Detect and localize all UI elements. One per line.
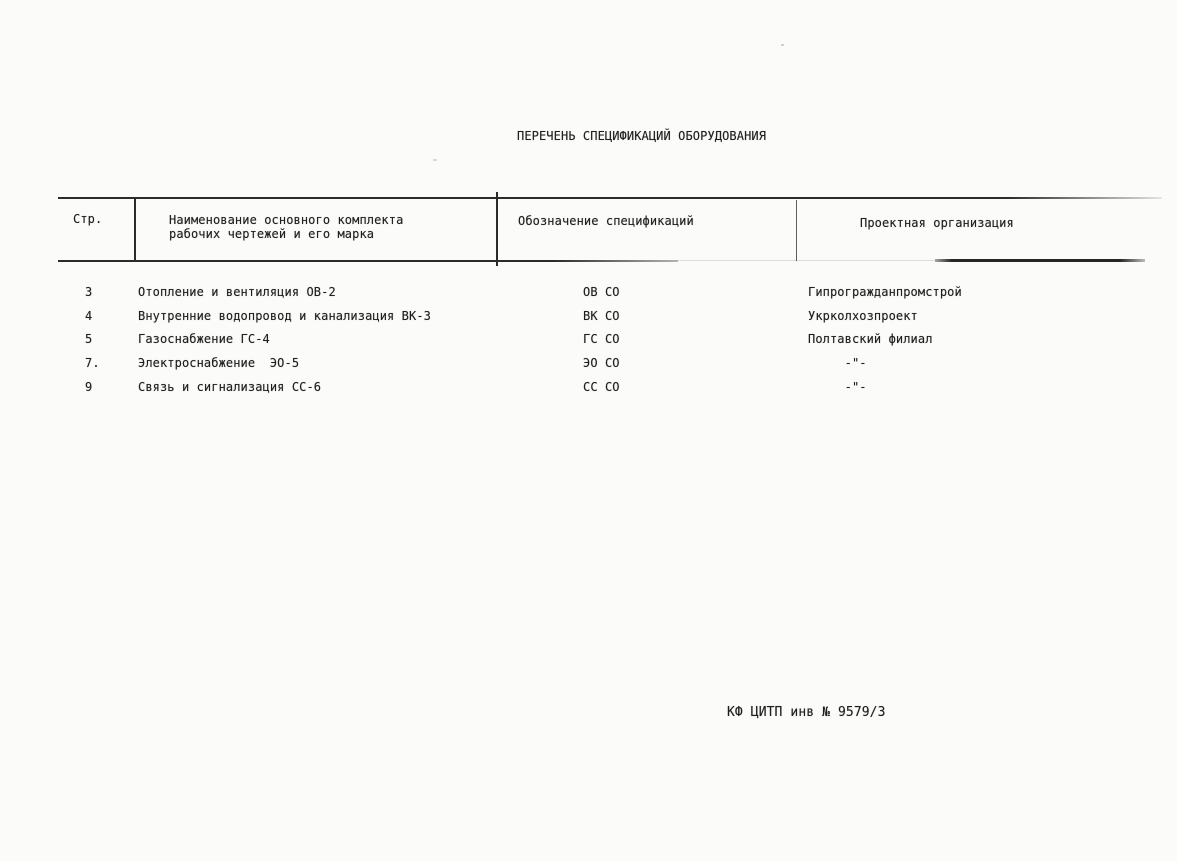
scan-speck xyxy=(781,44,784,46)
document-title: ПЕРЕЧЕНЬ СПЕЦИФИКАЦИЙ ОБОРУДОВАНИЯ xyxy=(517,129,767,143)
cell-drawing-name: Отопление и вентиляция ОВ-2 xyxy=(138,285,336,299)
column-divider-page xyxy=(134,198,136,261)
table-top-border xyxy=(58,197,1162,199)
column-divider-spec xyxy=(796,200,797,261)
column-divider-name xyxy=(496,192,498,266)
header-org-column: Проектная организация xyxy=(860,216,1014,230)
cell-spec-code: ЭО СО xyxy=(583,356,620,370)
scan-speck xyxy=(433,159,437,161)
table-row xyxy=(0,380,1177,394)
cell-organization: Полтавский филиал xyxy=(808,332,933,346)
table-row xyxy=(0,309,1177,323)
cell-drawing-name: Газоснабжение ГС-4 xyxy=(138,332,270,346)
cell-spec-code: СС СО xyxy=(583,380,620,394)
cell-organization: -"- xyxy=(808,356,867,370)
table-header-bottom-border-left xyxy=(58,260,678,262)
cell-drawing-name: Внутренние водопровод и канализация ВК-3 xyxy=(138,309,431,323)
cell-organization: Гипрогражданпромстрой xyxy=(808,285,962,299)
header-name-column-line1: Наименование основного комплекта xyxy=(169,213,404,227)
inventory-stamp: КФ ЦИТП инв № 9579/3 xyxy=(727,705,886,720)
cell-organization: -"- xyxy=(808,380,867,394)
cell-page-number: 5 xyxy=(85,332,93,346)
cell-page-number: 7. xyxy=(85,356,100,370)
cell-spec-code: ГС СО xyxy=(583,332,620,346)
cell-spec-code: ВК СО xyxy=(583,309,620,323)
header-name-column-line2: рабочих чертежей и его марка xyxy=(169,227,375,241)
table-header-bottom-border-right xyxy=(935,259,1145,262)
cell-page-number: 4 xyxy=(85,309,93,323)
table-header-bottom-border-faint xyxy=(678,260,935,261)
cell-organization: Укрколхозпроект xyxy=(808,309,918,323)
table-row xyxy=(0,285,1177,299)
cell-page-number: 9 xyxy=(85,380,93,394)
cell-drawing-name: Электроснабжение ЭО-5 xyxy=(138,356,300,370)
cell-drawing-name: Связь и сигнализация СС-6 xyxy=(138,380,322,394)
table-row xyxy=(0,332,1177,346)
header-page-column: Стр. xyxy=(73,212,103,226)
table-row xyxy=(0,356,1177,370)
cell-spec-code: ОВ СО xyxy=(583,285,620,299)
header-spec-column: Обозначение спецификаций xyxy=(518,214,694,228)
cell-page-number: 3 xyxy=(85,285,93,299)
